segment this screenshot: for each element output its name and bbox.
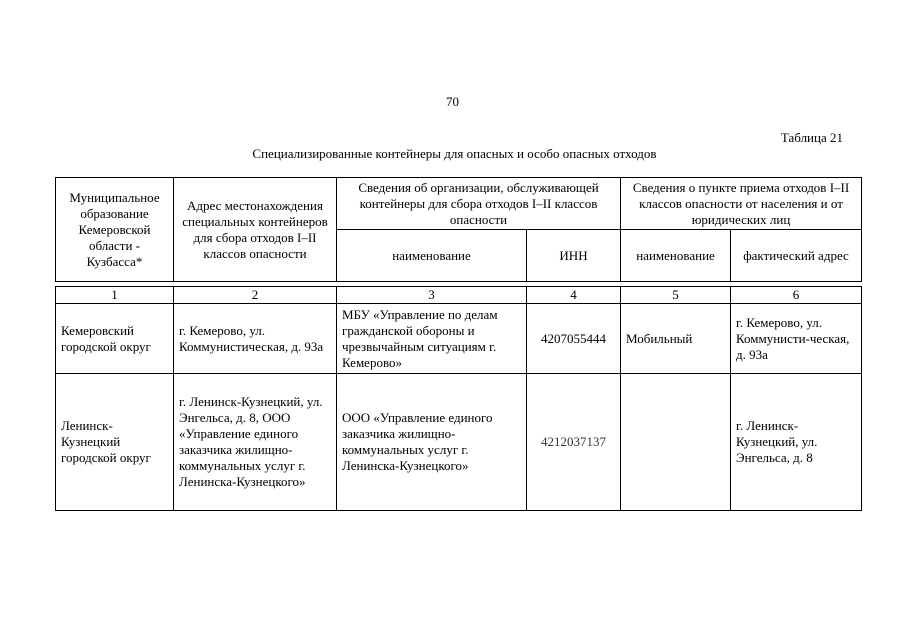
- header-municipality: Муниципальное образование Кемеровской области - Кузбасса*: [56, 178, 174, 282]
- table-row: [56, 304, 862, 374]
- cell-container-address: г. Ленинск-Кузнецкий, ул. Энгельса, д. 8, ООО «Управление единого заказчика жилищно-коммунальных услуг г. Ленинска-Кузнецкого»: [174, 374, 337, 511]
- cell-point-name: [621, 374, 731, 511]
- cell-inn: 4207055444: [527, 304, 621, 374]
- column-number: 1: [56, 287, 174, 304]
- column-number: 6: [731, 287, 862, 304]
- cell-municipality: Ленинск-Кузнецкий городской округ: [56, 374, 174, 511]
- cell-point-name: Мобильный: [621, 304, 731, 374]
- column-number: 2: [174, 287, 337, 304]
- table-header: [55, 177, 862, 282]
- cell-container-address: г. Кемерово, ул. Коммунистическая, д. 93а: [174, 304, 337, 374]
- header-point-address: фактический адрес: [731, 230, 862, 282]
- cell-point-address: г. Кемерово, ул. Коммунисти-ческая, д. 93а: [731, 304, 862, 374]
- column-number: 5: [621, 287, 731, 304]
- table-row: [56, 374, 862, 511]
- page-number: 70: [446, 94, 459, 109]
- column-numbers-row: [56, 287, 862, 304]
- cell-point-address: г. Ленинск-Кузнецкий, ул. Энгельса, д. 8: [731, 374, 862, 511]
- header-collection-point-group: Сведения о пункте приема отходов I–II классов опасности от населения и от юридических лиц: [621, 178, 862, 230]
- header-organization-group: Сведения об организации, обслуживающей контейнеры для сбора отходов I–II классов опасности: [337, 178, 621, 230]
- header-inn: ИНН: [527, 230, 621, 282]
- header-point-name: наименование: [621, 230, 731, 282]
- cell-inn: 4212037137: [527, 374, 621, 511]
- data-table: [55, 286, 862, 511]
- table-label: Таблица 21: [780, 130, 843, 145]
- header-org-name: наименование: [337, 230, 527, 282]
- column-number: 4: [527, 287, 621, 304]
- cell-org-name: МБУ «Управление по делам гражданской обороны и чрезвычайным ситуациям г. Кемерово»: [337, 304, 527, 374]
- cell-org-name: ООО «Управление единого заказчика жилищно-коммунальных услуг г. Ленинска-Кузнецкого»: [337, 374, 527, 511]
- column-number: 3: [337, 287, 527, 304]
- cell-municipality: Кемеровский городской округ: [56, 304, 174, 374]
- table-title: Специализированные контейнеры для опасных и особо опасных отходов: [252, 146, 657, 161]
- header-container-address: Адрес местонахождения специальных контейнеров для сбора отходов I–II классов опасности: [174, 178, 337, 282]
